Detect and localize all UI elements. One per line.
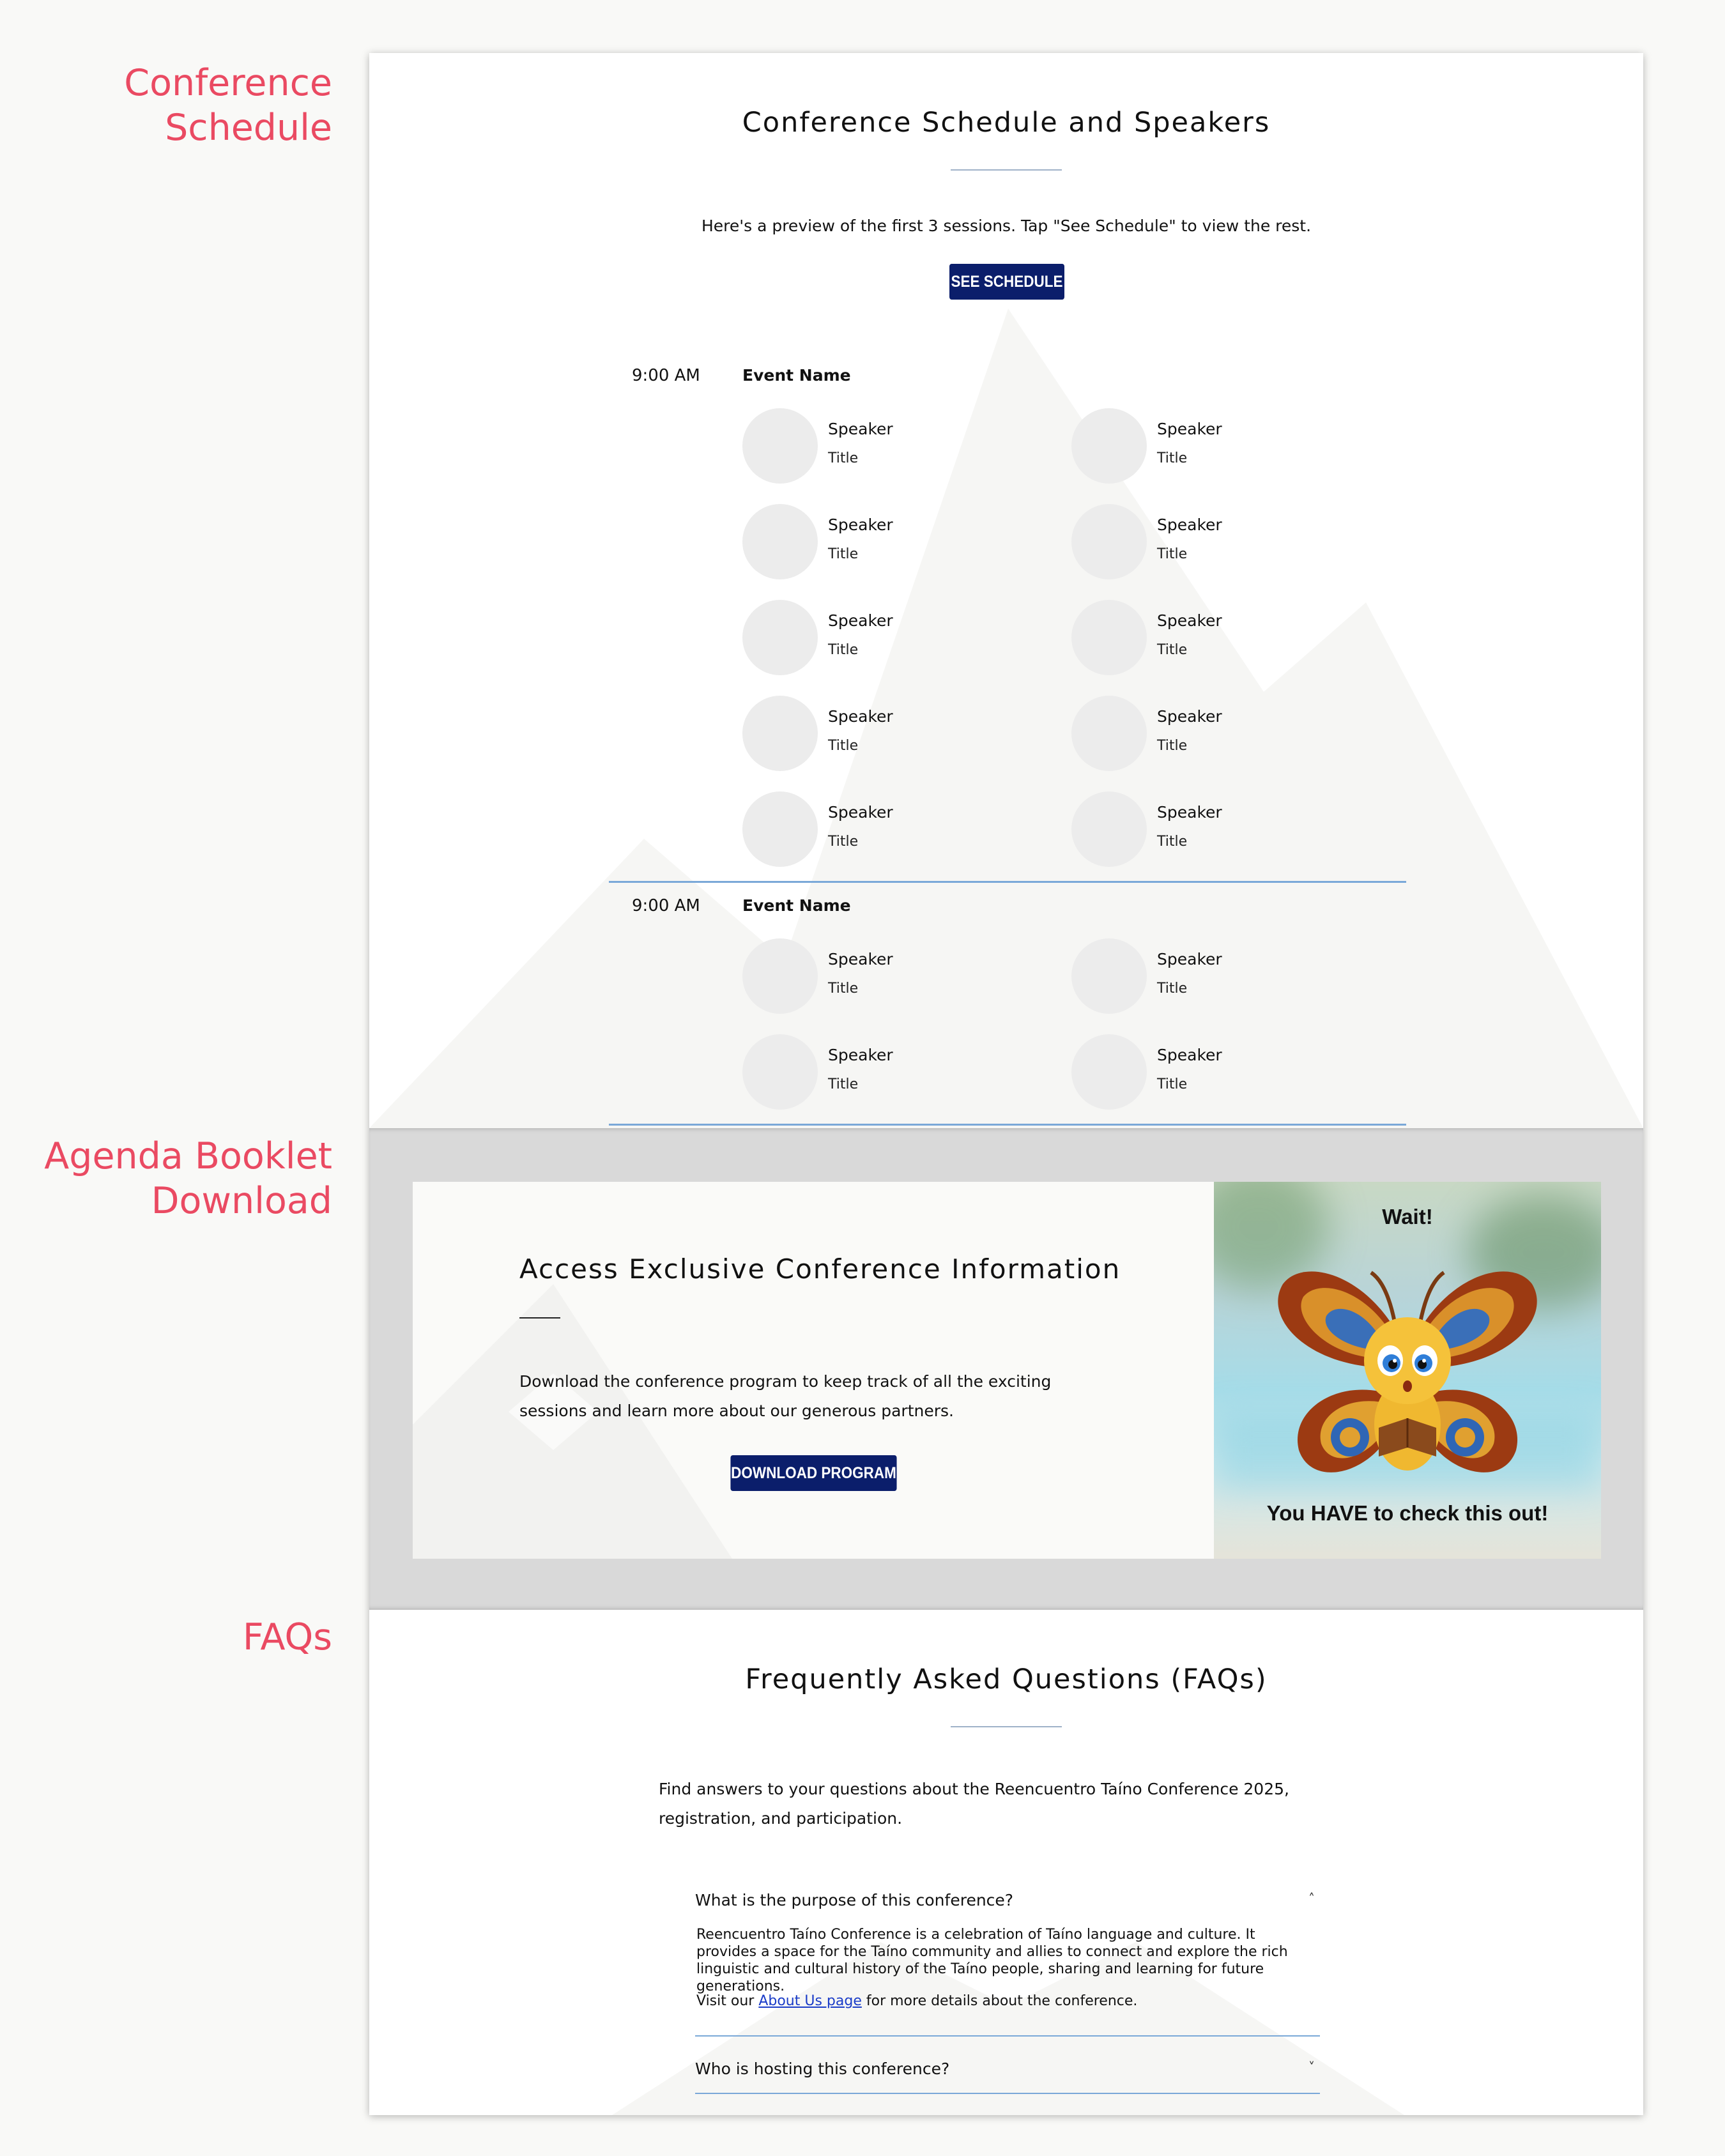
speaker-name: Speaker: [828, 1046, 893, 1064]
chevron-down-icon[interactable]: ˅: [1308, 2060, 1315, 2075]
side-label-conference-schedule: [124, 61, 332, 150]
side-label-line: Agenda Booklet: [44, 1135, 332, 1177]
speaker-name: Speaker: [828, 950, 893, 968]
speaker-name: Speaker: [1157, 950, 1222, 968]
session-event-name: Event Name: [742, 366, 851, 385]
speaker-title: Title: [1157, 738, 1188, 754]
speaker-avatar: [742, 600, 818, 675]
faq-question[interactable]: Who is hosting this conference?: [695, 2060, 950, 2078]
speaker-avatar: [742, 408, 818, 484]
butterfly-mascot-icon: [1264, 1233, 1551, 1495]
speaker-name: Speaker: [828, 611, 893, 630]
speaker-name: Speaker: [828, 420, 893, 438]
session-event-name: Event Name: [742, 896, 851, 915]
speaker-title: Title: [1157, 834, 1188, 850]
speaker-card[interactable]: [1071, 504, 1327, 581]
speaker-title: Title: [828, 738, 859, 754]
speaker-card[interactable]: [1071, 696, 1327, 772]
agenda-divider: [519, 1317, 560, 1319]
speaker-card[interactable]: [742, 1034, 998, 1111]
speaker-name: Speaker: [1157, 516, 1222, 534]
session-divider: [609, 881, 1406, 883]
faq-item-purpose: [695, 1891, 1320, 2063]
faq-intro: Find answers to your questions about the Reencuentro Taíno Conference 2025, registration, and participation.: [659, 1780, 1289, 1828]
faq-divider: [695, 2035, 1320, 2037]
chevron-up-icon[interactable]: ˄: [1308, 1891, 1315, 1906]
speaker-name: Speaker: [1157, 707, 1222, 726]
speaker-card[interactable]: [742, 408, 998, 485]
faq-answer: Reencuentro Taíno Conference is a celebration of Taíno language and culture. It provides a space for the Taíno community and allies to connect and explore the rich linguistic and cultural history of the Taíno people, sharing and learning for future generations.: [696, 1927, 1288, 1994]
speaker-card[interactable]: [1071, 791, 1327, 868]
speaker-avatar: [742, 696, 818, 771]
faq-section: [369, 1610, 1643, 2115]
speaker-title: Title: [828, 1076, 859, 1092]
speaker-card[interactable]: [742, 938, 998, 1015]
promo-banner[interactable]: [1214, 1182, 1601, 1559]
speaker-title: Title: [1157, 546, 1188, 562]
speaker-title: Title: [1157, 1076, 1188, 1092]
speaker-card[interactable]: [1071, 1034, 1327, 1111]
about-us-link[interactable]: About Us page: [758, 1993, 862, 2009]
promo-tagline: You HAVE to check this out!: [1266, 1501, 1549, 1525]
speaker-card[interactable]: [742, 600, 998, 677]
schedule-intro: Here's a preview of the first 3 sessions. Tap "See Schedule" to view the rest.: [701, 217, 1312, 235]
schedule-title: Conference Schedule and Speakers: [742, 107, 1271, 139]
agenda-title: Access Exclusive Conference Information: [519, 1253, 1121, 1285]
speaker-avatar: [1071, 791, 1147, 867]
page-frame: [369, 53, 1643, 2115]
session-time: 9:00 AM: [632, 896, 700, 915]
speaker-avatar: [1071, 696, 1147, 771]
promo-headline: Wait!: [1382, 1205, 1433, 1228]
agenda-description: Download the conference program to keep track of all the exciting sessions and learn more about our generous partners.: [519, 1372, 1052, 1420]
speaker-avatar: [742, 938, 818, 1014]
speaker-title: Title: [1157, 450, 1188, 466]
speaker-card[interactable]: [1071, 600, 1327, 677]
faq-item-host: [695, 2060, 1320, 2115]
speaker-avatar: [1071, 408, 1147, 484]
agenda-card: [413, 1182, 1214, 1559]
speaker-avatar: [1071, 938, 1147, 1014]
speaker-avatar: [1071, 600, 1147, 675]
speaker-avatar: [742, 504, 818, 579]
faq-title: Frequently Asked Questions (FAQs): [745, 1663, 1268, 1695]
speaker-name: Speaker: [1157, 803, 1222, 822]
session-block: [609, 883, 1406, 1128]
faq-answer-text: Visit our: [696, 1993, 759, 2009]
speaker-name: Speaker: [828, 707, 893, 726]
speaker-name: Speaker: [828, 803, 893, 822]
speaker-card[interactable]: [1071, 938, 1327, 1015]
side-label-line: FAQs: [242, 1616, 332, 1658]
side-label-line: Schedule: [165, 107, 332, 149]
side-label-line: Conference: [124, 62, 332, 104]
speaker-avatar: [742, 1034, 818, 1110]
speaker-name: Speaker: [828, 516, 893, 534]
faq-answer-link-line: [696, 1993, 1137, 2009]
agenda-section: [369, 1128, 1643, 1610]
speaker-title: Title: [828, 834, 859, 850]
speaker-avatar: [1071, 504, 1147, 579]
speaker-name: Speaker: [1157, 420, 1222, 438]
speaker-title: Title: [828, 642, 859, 658]
speaker-title: Title: [828, 981, 859, 997]
speaker-avatar: [1071, 1034, 1147, 1110]
side-label-agenda-download: [44, 1134, 332, 1223]
side-label-faqs: [243, 1615, 332, 1660]
session-divider: [609, 1124, 1406, 1126]
speaker-card[interactable]: [742, 696, 998, 772]
speaker-avatar: [742, 791, 818, 867]
speaker-card[interactable]: [742, 791, 998, 868]
title-divider: [951, 169, 1062, 171]
faq-answer-text: for more details about the conference.: [861, 1993, 1138, 2009]
speaker-title: Title: [828, 450, 859, 466]
schedule-section: [369, 53, 1643, 1128]
speaker-name: Speaker: [1157, 1046, 1222, 1064]
faq-question[interactable]: What is the purpose of this conference?: [695, 1891, 1014, 1909]
speaker-card[interactable]: [742, 504, 998, 581]
see-schedule-button[interactable]: SEE SCHEDULE: [949, 264, 1064, 300]
side-label-line: Download: [151, 1180, 332, 1222]
speaker-title: Title: [1157, 981, 1188, 997]
faq-divider: [695, 2093, 1320, 2094]
speaker-title: Title: [828, 546, 859, 562]
title-divider: [951, 1726, 1062, 1727]
speaker-title: Title: [1157, 642, 1188, 658]
speaker-name: Speaker: [1157, 611, 1222, 630]
speaker-card[interactable]: [1071, 408, 1327, 485]
download-program-button[interactable]: DOWNLOAD PROGRAM: [730, 1455, 896, 1491]
session-block: [609, 353, 1406, 928]
session-time: 9:00 AM: [632, 366, 700, 385]
